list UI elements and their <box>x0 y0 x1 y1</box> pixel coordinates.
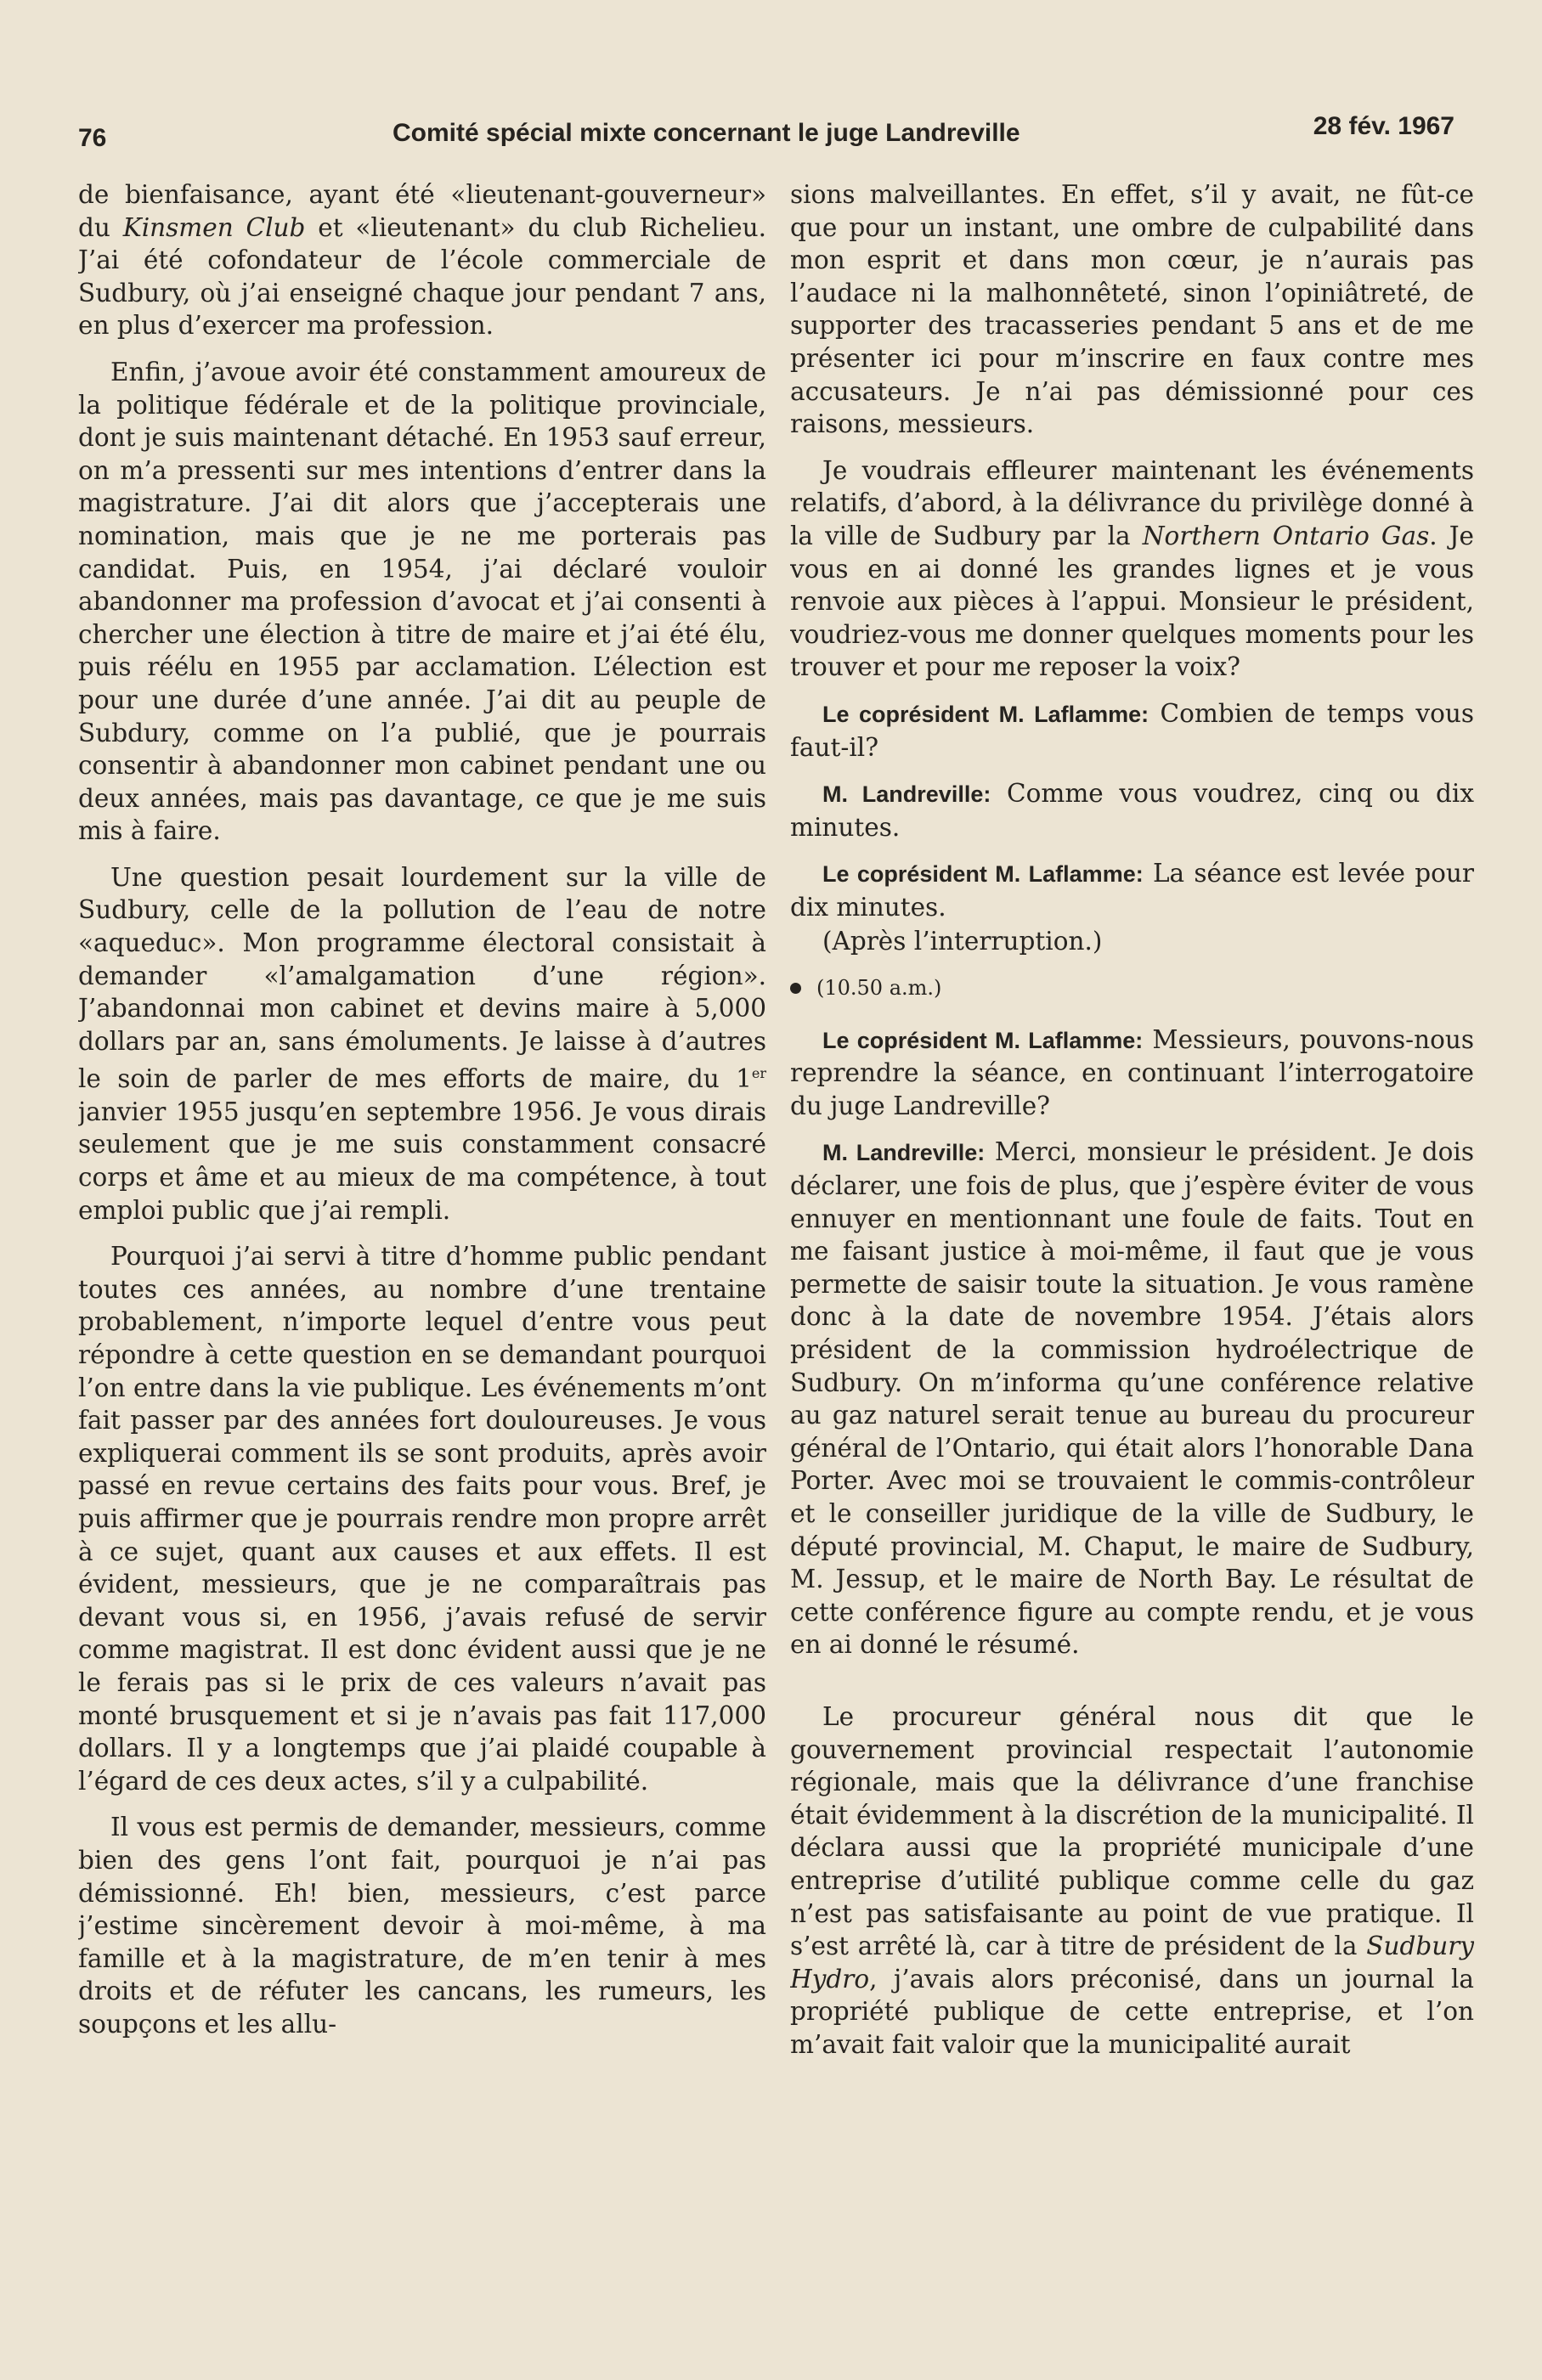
speaker-name: M. Landreville: <box>822 1140 986 1166</box>
paragraph: de bienfaisance, ayant été «lieutenant-gouverneur» du Kinsmen Club et «lieutenant» du club Richelieu. J’ai été cofondateur de l’école commerciale de Sudbury, où j’ai enseigné chaque jour pendant 7 ans, en plus d’exercer ma profession. <box>78 180 766 341</box>
section-gap <box>790 1675 1474 1700</box>
interruption-note: (Après l’interruption.) <box>822 927 1103 956</box>
paragraph: sions malveillantes. En effet, s’il y avait, ne fût-ce que pour un instant, une ombre de culpabilité dans mon esprit et dans mon cœur, je n’aurais pas l’audace ni la malhonnêteté, sinon l’opiniâtreté, de supporter des tracasseries pendant 5 ans et de me présenter ici pour m’inscrire en faux contre mes accusateurs. Je n’ai pas démissionné pour ces raisons, messieurs. <box>790 180 1474 439</box>
left-column <box>78 178 766 2302</box>
bullet-icon <box>790 983 801 994</box>
paragraph: Le procureur général nous dit que le gouvernement provincial respectait l’autonomie régionale, mais que la délivrance d’une franchise était évidemment à la discrétion de la municipalité. Il déclara aussi que la propriété municipale d’une entreprise d’utilité publique comme celle du gaz n’est pas satisfaisante au point de vue pratique. Il s’est arrêté là, car à titre de président de la Sudbury Hydro, j’avais alors préconisé, dans un journal la propriété publique de cette entreprise, et l’on m’avait fait valoir que la municipalité aurait <box>790 1701 1474 2059</box>
speaker-name: Le coprésident M. Laflamme: <box>822 861 1144 888</box>
running-title: Comité spécial mixte concernant le juge Landreville <box>393 119 1020 147</box>
speaker-name: M. Landreville: <box>822 781 991 808</box>
speaker-name: Le coprésident M. Laflamme: <box>822 701 1149 727</box>
speaker-paragraph: M. Landreville: Merci, monsieur le président. Je dois déclarer, une fois de plus, que j’espère éviter de vous ennuyer en mentionnant une foule de faits. Tout en me faisant justice à moi-même, il faut que je vous permette de saisir toute la situation. Je vous ramène donc à la date de novembre 1954. J’étais alors président de la commission hydroélectrique de Sudbury. On m’informa qu’une conférence relative au gaz naturel serait tenue au bureau du procureur général de l’Ontario, qui était alors l’honorable Dana Porter. Avec moi se trouvaient le commis-contrôleur et le conseiller juridique de la ville de Sudbury, le député provincial, M. Chaput, le maire de Sudbury, M. Jessup, et le maire de North Bay. Le résultat de cette conférence figure au compte rendu, et je vous en ai donné le résumé. <box>790 1137 1474 1660</box>
speaker-paragraph: Le coprésident M. Laflamme: Messieurs, pouvons-nous reprendre la séance, en continuant l’interrogatoire du juge Landreville? <box>790 1024 1474 1120</box>
paragraph: Il vous est permis de demander, messieurs, comme bien des gens l’ont fait, pourquoi je n’ai pas démissionné. Eh! bien, messieurs, c’est parce j’estime sincèrement devoir à moi-même, à ma famille et à la magistrature, de m’en tenir à mes droits et de réfuter les cancans, les rumeurs, les soupçons et les allu- <box>78 1813 766 2039</box>
paragraph: Enfin, j’avoue avoir été constamment amoureux de la politique fédérale et de la politique provinciale, dont je suis maintenant détaché. En 1953 sauf erreur, on m’a pressenti sur mes intentions d’entrer dans la magistrature. J’ai dit alors que j’accepterais une nomination, mais que je ne me porterais pas candidat. Puis, en 1954, j’ai déclaré vouloir abandonner ma profession d’avocat et j’ai consenti à chercher une élection à titre de maire et j’ai été élu, puis réélu en 1955 par acclamation. L’élection est pour une durée d’une année. J’ai dit au peuple de Subdury, comme on l’a publié, que je pourrais consentir à abandonner mon cabinet pendant une ou deux années, mais pas davantage, ce que je me suis mis à faire. <box>78 357 766 846</box>
speaker-paragraph: Le coprésident M. Laflamme: Combien de temps vous faut-il? <box>790 698 1474 762</box>
speaker-paragraph: M. Landreville: Comme vous voudrez, cinq ou dix minutes. <box>790 779 1474 842</box>
paragraph: Une question pesait lourdement sur la ville de Sudbury, celle de la pollution de l’eau de notre «aqueduc». Mon programme électoral consistait à demander «l’amalgamation d’une région». J’abandonnai mon cabinet et devins maire à 5,000 dollars par an, sans émoluments. Je laisse à d’autres le soin de parler de mes efforts de maire, du 1er janvier 1955 jusqu’en septembre 1956. Je vous dirais seulement que je me suis constamment consacré corps et âme et au mieux de ma compétence, à tout emploi public que j’ai rempli. <box>78 862 766 1225</box>
paragraph: Je voudrais effleurer maintenant les événements relatifs, d’abord, à la délivrance du privilège donné à la ville de Sudbury par la Northern Ontario Gas. Je vous en ai donné les grandes lignes et je vous renvoie aux pièces à l’appui. Monsieur le président, voudriez-vous me donner quelques moments pour les trouver et pour me reposer la voix? <box>790 455 1474 682</box>
paragraph: Pourquoi j’ai servi à titre d’homme public pendant toutes ces années, au nombre d’une trentaine probablement, n’importe lequel d’entre vous peut répondre à cette question en se demandant pourquoi l’on entre dans la vie publique. Les événements m’ont fait passer par des années fort douloureuses. Je vous expliquerai comment ils se sont produits, après avoir passé en revue certains des faits pour vous. Bref, je puis affirmer que je pourrais rendre mon propre arrêt à ce sujet, quant aux causes et aux effets. Il est évident, messieurs, que je ne comparaîtrais pas devant vous si, en 1956, j’avais refusé de servir comme magistrat. Il est donc évident aussi que je ne le ferais pas si le prix de ces valeurs n’avait pas monté brusquement et si je n’avais pas fait 117,000 dollars. Il y a longtemps que j’ai plaidé coupable à l’égard de ces deux actes, s’il y a culpabilité. <box>78 1242 766 1796</box>
page-number: 76 <box>78 124 107 152</box>
speaker-paragraph: Le coprésident M. Laflamme: La séance est levée pour dix minutes. <box>790 859 1474 922</box>
right-column <box>790 178 1474 2302</box>
speaker-name: Le coprésident M. Laflamme: <box>822 1027 1144 1053</box>
time-stamp: (10.50 a.m.) <box>816 976 942 1001</box>
header-date: 28 fév. 1967 <box>1313 112 1454 140</box>
page-header <box>78 112 1454 163</box>
time-marker <box>790 972 1474 1005</box>
